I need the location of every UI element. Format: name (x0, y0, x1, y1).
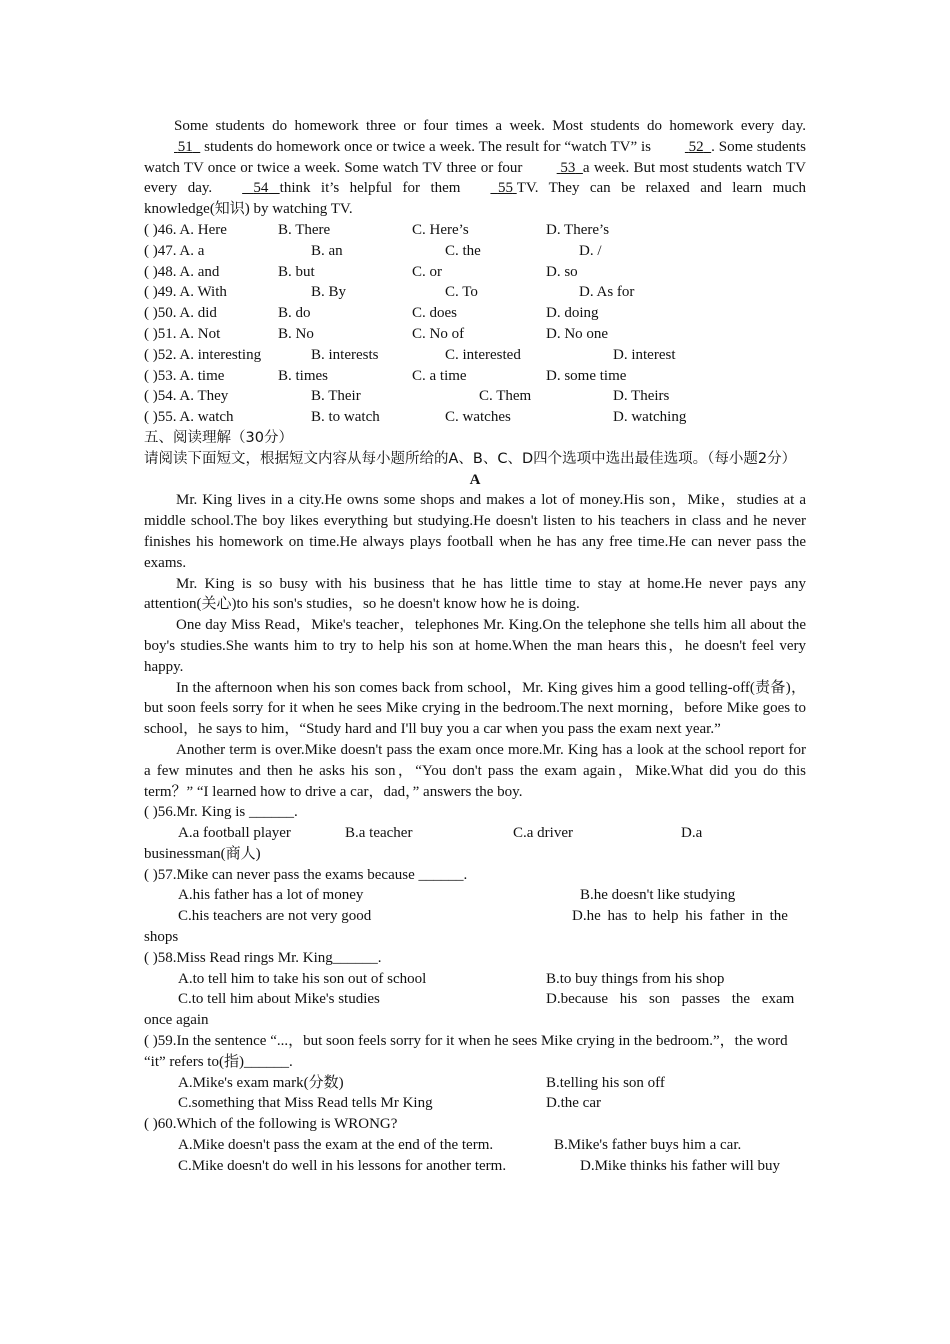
option-c: C.Mike doesn't do well in his lessons for another term. (178, 1157, 507, 1174)
exam-page (144, 116, 806, 1177)
options-row (144, 969, 806, 990)
option-a: A.Mike doesn't pass the exam at the end of the term. (178, 1137, 494, 1154)
option-d-continued: once again (144, 1012, 209, 1029)
option-d: D.he has to help his father in the (572, 908, 788, 925)
question-stem: ( )59.In the sentence “...，but soon feels sorry for it when he sees Mike crying in the bedroom.”，the word “it” refers to(指)______. (144, 1033, 788, 1070)
options-row (144, 885, 806, 906)
option-b: B.he doesn't like studying (580, 887, 736, 904)
option-c: C.to tell him about Mike's studies (178, 991, 380, 1008)
passage-paragraph: In the afternoon when his son comes back from school，Mr. King gives him a good telling-off(责备)，but soon feels sorry for it when he sees Mike crying in the bedroom.The next morning，before Mike goes to school，he says to him，“Study hard and I'll buy you a car when you pass the exam next year.” (144, 679, 806, 738)
question-56 (144, 802, 806, 864)
cloze-question-49: ( )49. A. With B. By C. To D. As for (144, 284, 635, 301)
blank-52: 52 (688, 138, 704, 155)
option-b: B.to buy things from his shop (546, 970, 725, 987)
option-a: A.his father has a lot of money (178, 887, 364, 904)
option-b: B.a teacher (345, 825, 413, 842)
option-d: D.Mike thinks his father will buy (580, 1157, 780, 1174)
question-58 (144, 948, 806, 1031)
option-d: D.because his son passes the exam (546, 991, 795, 1008)
question-stem: ( )58.Miss Read rings Mr. King______. (144, 949, 382, 966)
passage-title: A (469, 471, 481, 488)
option-c: C.his teachers are not very good (178, 908, 372, 925)
options-row (144, 1156, 806, 1177)
cloze-question-51: ( )51. A. Not B. No C. No of D. No one (144, 325, 609, 342)
cloze-question-55: ( )55. A. watch B. to watch C. watches D. watching (144, 409, 687, 426)
option-a: A.to tell him to take his son out of school (178, 970, 427, 987)
option-b: B.telling his son off (546, 1074, 665, 1091)
blank-51: 51 (177, 138, 193, 155)
section-instruction: 请阅读下面短文，根据短文内容从每小题所给的A、B、C、D四个选项中选出最佳选项。（每小题2分） (144, 450, 797, 467)
option-c: C.a driver (513, 825, 573, 842)
question-stem: ( )60.Which of the following is WRONG? (144, 1116, 398, 1133)
cloze-question-50: ( )50. A. did B. do C. does D. doing (144, 305, 599, 322)
option-c: C.something that Miss Read tells Mr King (178, 1095, 433, 1112)
options-row (144, 1135, 806, 1156)
cloze-question-46: ( )46. A. Here B. There C. Here’s D. There’s (144, 221, 610, 238)
option-d-continued: businessman(商人) (144, 845, 261, 862)
option-d: D.a (681, 825, 703, 842)
options-row (144, 1073, 806, 1094)
reading-passage (144, 490, 806, 802)
options-row (144, 823, 806, 844)
cloze-question-48: ( )48. A. and B. but C. or D. so (144, 263, 578, 280)
cloze-question-54: ( )54. A. They B. Their C. Them D. Theirs (144, 388, 670, 405)
option-d-continued: shops (144, 929, 179, 946)
options-row (144, 906, 806, 927)
question-60 (144, 1114, 806, 1176)
cloze-question-list (144, 220, 806, 428)
passage-paragraph: Another term is over.Mike doesn't pass the exam once more.Mr. King has a look at the school report for a few minutes and then he asks his son，“You don't pass the exam again，Mike.What did you do this term？” “I learned how to drive a car，dad，” answers the boy. (144, 741, 806, 800)
question-stem: ( )57.Mike can never pass the exams because ______. (144, 866, 468, 883)
cloze-passage-tail: Some students do homework three or four times a week. Most students do homework every day. 51 students do homework once or twice a week. The result for “watch TV” is 52 . Some students watch TV once or twice a week. Some watch TV three or four 53 a week. But most students watch TV every day. 54 think it’s helpful for them 55 TV. They can be relaxed and learn much knowledge(知识) by watching TV. (144, 118, 806, 218)
cloze-question-47: ( )47. A. a B. an C. the D. / (144, 242, 602, 259)
passage-paragraph: Mr. King is so busy with his business that he has little time to stay at home.He never pays any attention(关心)to his son's studies，so he doesn't know how he is doing. (144, 575, 806, 613)
blank-54: 54 (253, 180, 269, 197)
option-a: A.a football player (178, 825, 291, 842)
cloze-question-52: ( )52. A. interesting B. interests C. interested D. interest (144, 346, 676, 363)
option-b: B.Mike's father buys him a car. (554, 1137, 742, 1154)
passage-paragraph: One day Miss Read，Mike's teacher，telephones Mr. King.On the telephone she tells him all about the boy's studies.She wants him to try to help his son at home.When the man hears this，he doesn't feel very happy. (144, 617, 806, 675)
cloze-question-53: ( )53. A. time B. times C. a time D. some time (144, 367, 627, 384)
question-57 (144, 865, 806, 948)
option-d: D.the car (546, 1095, 601, 1112)
options-row (144, 989, 806, 1010)
passage-paragraph: Mr. King lives in a city.He owns some shops and makes a lot of money.His son，Mike，studies at a middle school.The boy likes everything but studying.He doesn't listen to his teachers in class and he never finishes his homework on time.He always plays football when he has any free time.He can never pass the exams. (144, 492, 806, 571)
question-stem: ( )56.Mr. King is ______. (144, 804, 298, 821)
section-heading: 五、阅读理解（30分） (144, 429, 293, 446)
question-59 (144, 1031, 806, 1114)
blank-55: 55 (497, 180, 513, 197)
options-row (144, 1093, 806, 1114)
blank-53: 53 (560, 159, 576, 176)
option-a: A.Mike's exam mark(分数) (178, 1074, 344, 1091)
